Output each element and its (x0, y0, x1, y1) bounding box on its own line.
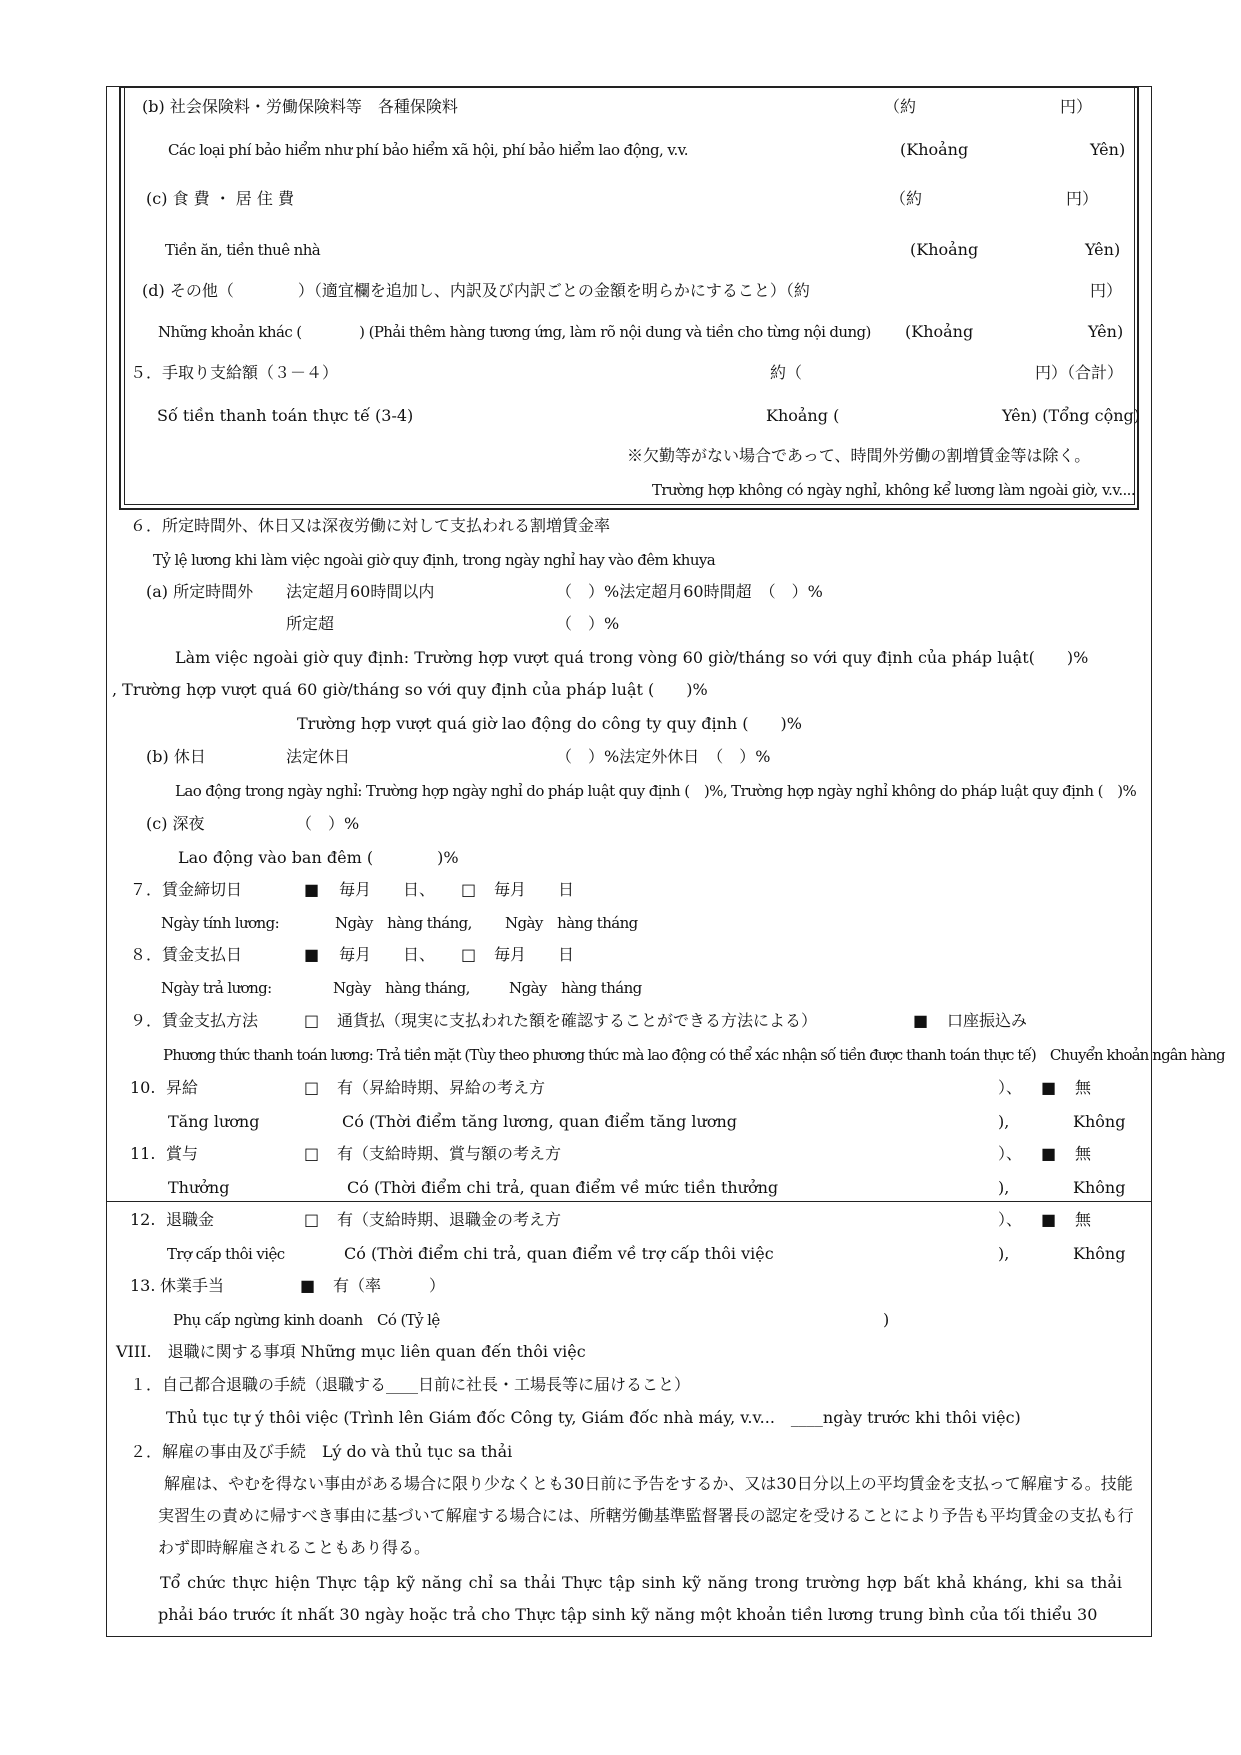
item11-opt1: 有（支給時期、賞与額の考え方 (337, 1144, 562, 1163)
item6a-vn1: Làm việc ngoài giờ quy định: Trường hợp vượt quá trong vòng 60 giờ/tháng so với quy định của pháp luật( )% (175, 648, 1089, 667)
item6b-label: (b) 休日 (146, 747, 206, 766)
checkbox-checked[interactable]: ■ (300, 1276, 316, 1295)
checkbox-checked[interactable]: ■ (304, 880, 320, 899)
item12-none: 無 (1075, 1210, 1092, 1229)
item12-opt1: 有（支給時期、退職金の考え方 (337, 1210, 562, 1229)
viii-item1-vn: Thủ tục tự ý thôi việc (Trình lên Giám đốc Công ty, Giám đốc nhà máy, v.v... ____ngày trước khi thôi việc) (166, 1408, 1021, 1427)
item-b-vn-about: (Khoảng (900, 140, 969, 159)
item6a-vn2: , Trường hợp vượt quá 60 giờ/tháng so với quy định của pháp luật ( )% (112, 680, 708, 699)
item11-jp: 賞与 (166, 1144, 199, 1163)
item6a-row2-label: 所定超 (286, 614, 335, 633)
checkbox-checked[interactable]: ■ (913, 1011, 929, 1030)
item-c-vn-yen: Yên) (1085, 240, 1121, 259)
item6c-value: （ ）% (296, 814, 360, 833)
item7-vn: Ngày tính lương: (161, 914, 280, 932)
item11-vn: Thưởng (168, 1178, 230, 1197)
item10-jp: 昇給 (166, 1078, 199, 1097)
checkbox-checked[interactable]: ■ (1041, 1144, 1057, 1163)
item9-jp: ９．賃金支払方法 (130, 1011, 259, 1030)
item7-opt2: 毎月 日 (494, 880, 575, 899)
item-d-jp: (d) その他（ ）（適宜欄を追加し、内訳及び内訳ごとの金額を明らかにすること）（約 (142, 281, 810, 300)
item10-vn-end: ), (998, 1112, 1010, 1131)
checkbox-unchecked[interactable]: □ (304, 1011, 320, 1030)
item9-opt2: 口座振込み (947, 1011, 1028, 1030)
checkbox-checked[interactable]: ■ (1041, 1078, 1057, 1097)
item7-vn2: Ngày hàng tháng (505, 914, 638, 932)
item11-vn1: Có (Thời điểm chi trả, quan điểm về mức tiền thưởng (347, 1178, 779, 1197)
item7-vn1: Ngày hàng tháng, (335, 914, 472, 932)
item6c-label: (c) 深夜 (146, 814, 205, 833)
item5-jp-about: 約（ (770, 363, 803, 382)
item6a-row1-label: 法定超月60時間以内 (286, 582, 435, 601)
item5-vn-about: Khoảng ( (766, 406, 840, 425)
item10-vn-none: Không (1073, 1112, 1126, 1131)
item12-vn-none: Không (1073, 1244, 1126, 1263)
checkbox-unchecked[interactable]: □ (461, 880, 477, 899)
item6a-row1-value: （ ）%法定超月60時間超 （ ）% (556, 582, 823, 601)
item-b-vn: Các loại phí bảo hiểm như phí bảo hiểm xã hội, phí bảo hiểm lao động, v.v. (168, 141, 688, 159)
item-b-jp: (b) 社会保険料・労働保険料等 各種保険料 (142, 97, 458, 116)
item-c-jp-amount: （約 円） (890, 189, 1099, 208)
item6a-vn3: Trường hợp vượt quá giờ lao động do công ty quy định ( )% (297, 714, 802, 733)
item5-vn-yen: Yên) (Tổng cộng) (1002, 406, 1140, 425)
item6c-vn: Lao động vào ban đêm ( )% (178, 848, 459, 867)
item12-vn-end: ), (998, 1244, 1010, 1263)
item8-vn2: Ngày hàng tháng (509, 979, 642, 997)
item11-num: 11. (130, 1144, 156, 1163)
item7-jp: ７．賃金締切日 (130, 880, 243, 899)
checkbox-unchecked[interactable]: □ (461, 945, 477, 964)
section-divider (106, 1201, 1152, 1202)
item13-jp: 休業手当 (160, 1276, 225, 1295)
item12-end: ）、 (998, 1210, 1023, 1229)
item13-vn: Phụ cấp ngừng kinh doanh Có (Tỷ lệ (173, 1311, 440, 1329)
item11-vn-end: ), (998, 1178, 1010, 1197)
item12-num: 12. (130, 1210, 156, 1229)
item12-vn1: Có (Thời điểm chi trả, quan điểm về trợ cấp thôi việc (344, 1244, 774, 1263)
item11-vn-none: Không (1073, 1178, 1126, 1197)
item6b-mid: 法定休日 (286, 747, 351, 766)
section-viii-title: VIII. 退職に関する事項 Những mục liên quan đến thôi việc (116, 1342, 586, 1361)
item10-vn: Tăng lương (168, 1112, 260, 1131)
item-b-jp-amount: （約 円） (884, 97, 1093, 116)
viii-item2-paragraph-jp: 解雇は、やむを得ない事由がある場合に限り少なくとも30日前に予告をするか、又は30日分以上の平均賃金を支払って解雇する。技能実習生の責めに帰すべき事由に基づいて解雇する場合には、所轄労働基準監督署長の認定を受けることにより予告も平均賃金の支払も行わず即時解雇されることもあり得る。 (158, 1474, 1134, 1557)
item12-jp: 退職金 (166, 1210, 215, 1229)
item10-opt1: 有（昇給時期、昇給の考え方 (337, 1078, 546, 1097)
viii-item1-jp: １．自己都合退職の手続（退職する____日前に社長・工場長等に届けること） (130, 1375, 691, 1394)
item12-vn: Trợ cấp thôi việc (167, 1245, 285, 1263)
item8-vn1: Ngày hàng tháng, (333, 979, 470, 997)
item13-opt1: 有（率 ） (333, 1276, 446, 1295)
item-c-vn: Tiền ăn, tiền thuê nhà (165, 241, 321, 259)
item9-vn: Phương thức thanh toán lương: Trả tiền mặt (Tùy theo phương thức mà lao động có thể xác nhận số tiền được thanh toán thực tế) Chuyển khoản ngân hàng (163, 1046, 1225, 1064)
item6a-label: (a) 所定時間外 (146, 582, 254, 601)
item5-jp-yen: 円）（合計） (1035, 363, 1124, 382)
item6-vn: Tỷ lệ lương khi làm việc ngoài giờ quy định, trong ngày nghỉ hay vào đêm khuya (153, 551, 716, 569)
item-b-vn-yen: Yên) (1090, 140, 1126, 159)
item10-vn1: Có (Thời điểm tăng lương, quan điểm tăng lương (342, 1112, 737, 1131)
item8-opt1: 毎月 日、 (339, 945, 436, 964)
item5-vn: Số tiền thanh toán thực tế (3-4) (157, 406, 414, 425)
item10-end: ）、 (998, 1078, 1023, 1097)
viii-item2-paragraph-vn: Tổ chức thực hiện Thực tập kỹ năng chỉ sa thải Thực tập sinh kỹ năng trong trường hợp bất khả kháng, khi sa thải phải báo trước ít nhất 30 ngày hoặc trả cho Thực tập sinh kỹ năng một khoản tiền lương trung bình của tối thiểu 30 (158, 1573, 1122, 1624)
checkbox-checked[interactable]: ■ (1041, 1210, 1057, 1229)
item-c-jp: (c) 食 費 ・ 居 住 費 (146, 189, 294, 208)
item13-vn-end: ) (883, 1310, 890, 1329)
item6-jp: ６．所定時間外、休日又は深夜労働に対して支払われる割増賃金率 (130, 516, 611, 535)
checkbox-unchecked[interactable]: □ (304, 1144, 320, 1163)
item-d-vn-yen: Yên) (1088, 322, 1124, 341)
item-d-vn-about: (Khoảng (905, 322, 974, 341)
item8-opt2: 毎月 日 (494, 945, 575, 964)
item-d-vn: Những khoản khác ( ) (Phải thêm hàng tương ứng, làm rõ nội dung và tiền cho từng nội dung) (158, 323, 871, 341)
item10-none: 無 (1075, 1078, 1092, 1097)
viii-item2-jp: ２．解雇の事由及び手続 Lý do và thủ tục sa thải (130, 1442, 513, 1461)
item9-opt1: 通貨払（現実に支払われた額を確認することができる方法による） (337, 1011, 818, 1030)
item-c-vn-about: (Khoảng (910, 240, 979, 259)
item10-num: 10. (130, 1078, 156, 1097)
item5-jp: ５．手取り支給額（３－４） (130, 363, 339, 382)
checkbox-unchecked[interactable]: □ (304, 1210, 320, 1229)
item8-jp: ８．賃金支払日 (130, 945, 243, 964)
item6b-value: （ ）%法定外休日 （ ）% (556, 747, 771, 766)
item11-end: ）、 (998, 1144, 1023, 1163)
item11-none: 無 (1075, 1144, 1092, 1163)
item5-note-jp: ※欠勤等がない場合であって、時間外労働の割増賃金等は除く。 (627, 446, 1091, 465)
item13-num: 13. (130, 1276, 156, 1295)
item6a-row2-value: （ ）% (556, 614, 620, 633)
item7-opt1: 毎月 日、 (339, 880, 436, 899)
checkbox-checked[interactable]: ■ (304, 945, 320, 964)
item8-vn: Ngày trả lương: (161, 979, 272, 997)
item-d-jp-yen: 円） (1090, 281, 1123, 300)
item6b-vn: Lao động trong ngày nghỉ: Trường hợp ngày nghỉ do pháp luật quy định ( )%, Trường hợp ngày nghỉ không do pháp luật quy định ( )% (175, 782, 1137, 800)
item5-note-vn: Trường hợp không có ngày nghỉ, không kể lương làm ngoài giờ, v.v.... (652, 481, 1136, 499)
checkbox-unchecked[interactable]: □ (304, 1078, 320, 1097)
